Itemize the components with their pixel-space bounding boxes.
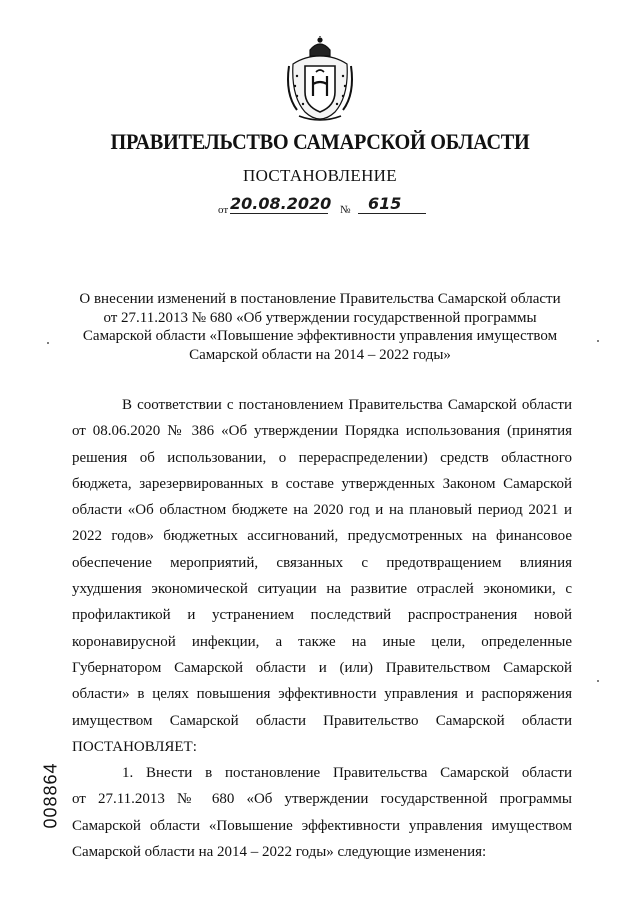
subject-line: О внесении изменений в постановление Правительства Самарской области: [79, 291, 561, 307]
preamble-line: области «Об областном бюджете на 2020 год и на плановый период 2021 и: [72, 502, 572, 519]
organization-title: ПРАВИТЕЛЬСТВО САМАРСКОЙ ОБЛАСТИ: [110, 129, 530, 154]
preamble-line: решения об использовании, о перераспределении) средств областного: [72, 449, 572, 466]
subject-block: [60, 290, 580, 364]
number-value: 615: [368, 194, 402, 213]
preamble-line: имуществом Самарской области Правительство Самарской области: [72, 712, 572, 729]
subject-line: от 27.11.2013 № 680 «Об утверждении государственной программы: [103, 309, 537, 326]
preamble-line: ухудшения экономической ситуации на развитие отраслей экономики, с: [72, 581, 572, 598]
document-type: ПОСТАНОВЛЕНИЕ: [243, 166, 397, 185]
coat-of-arms-icon: [283, 36, 357, 126]
preamble-line: от 08.06.2020 № 386 «Об утверждении Порядка использования (принятия: [72, 423, 572, 440]
item1-line: Самарской области на 2014 – 2022 годы» следующие изменения:: [72, 844, 487, 861]
number-underline: [358, 213, 426, 214]
preamble-line: ПОСТАНОВЛЯЕТ:: [72, 738, 197, 755]
number-prefix: №: [340, 204, 351, 216]
date-value: 20.08.2020: [230, 194, 332, 213]
preamble-line: обеспечение мероприятий, связанных с предотвращением влияния: [72, 554, 572, 571]
scan-speck: [597, 680, 599, 682]
preamble-line: 2022 годов» бюджетных ассигнований, предусмотренных на финансовое: [72, 528, 572, 545]
item1-line: 1. Внести в постановление Правительства Самарской области: [122, 765, 572, 782]
body-text: [72, 392, 572, 865]
preamble-line: области» в целях повышения эффективности управления и распоряжения: [72, 686, 572, 703]
margin-registration-number: 008864: [40, 762, 61, 829]
preamble-line: В соответствии с постановлением Правительства Самарской области: [122, 397, 572, 413]
preamble-line: профилактикой и устранением последствий распространения новой: [72, 607, 572, 624]
scan-speck: [47, 342, 49, 344]
date-number-line: [218, 194, 438, 218]
item1-line: от 27.11.2013 № 680 «Об утверждении государственной программы: [72, 791, 572, 808]
preamble-line: коронавирусной инфекции, а также на иные цели, определенные: [72, 633, 572, 650]
preamble-line: бюджета, зарезервированных в составе утвержденных Законом Самарской: [72, 475, 572, 492]
date-underline: [230, 213, 328, 214]
preamble-line: Губернатором Самарской области и (или) Правительством Самарской: [72, 659, 572, 676]
subject-line: Самарской области на 2014 – 2022 годы»: [189, 346, 451, 363]
subject-line: Самарской области «Повышение эффективности управления имуществом: [82, 328, 558, 344]
date-prefix: от: [218, 204, 229, 216]
scan-speck: [597, 340, 599, 342]
item1-line: Самарской области «Повышение эффективности управления имуществом: [72, 817, 572, 834]
